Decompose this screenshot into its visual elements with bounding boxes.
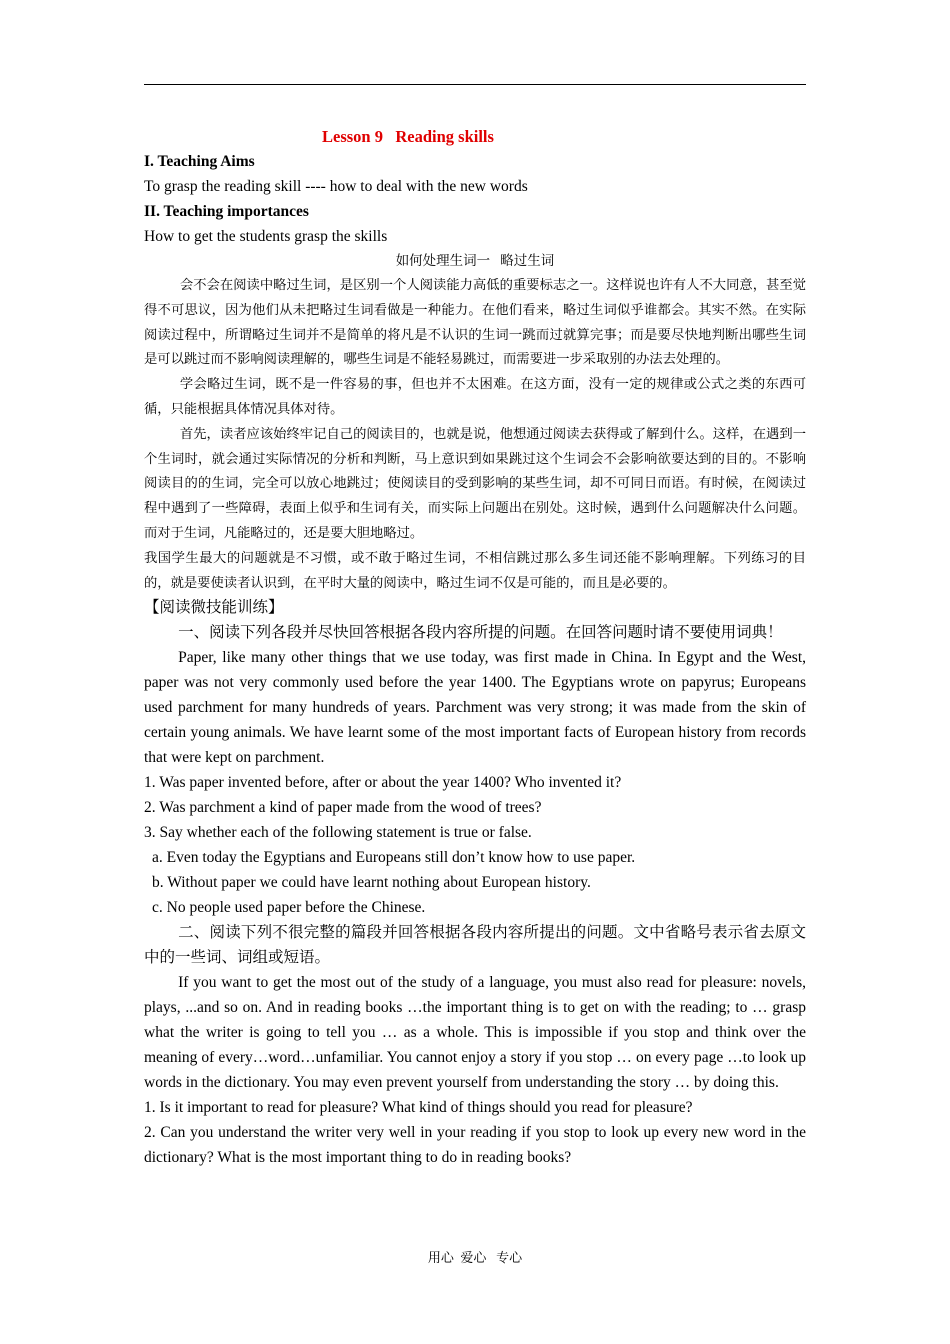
part2-passage: If you want to get the most out of the study of a language, you must also read for pleasure: novels, plays, ...and so on. And in reading books …the important thing is to get on with the reading; to … grasp what the writer is going to tell you … as a whole. This is impossible if you stop and think over the meaning of every…word…unfamiliar. You cannot enjoy a story if you stop … on every page …to look up words in the dictionary. You may even prevent yourself from understanding the story … by doing this. [144, 974, 806, 1092]
cn-paragraph-2: 学会略过生词，既不是一件容易的事，但也并不太困难。在这方面，没有一定的规律或公式之类的东西可循，只能根据具体情况具体对待。 [144, 376, 806, 416]
part2-question-1: 1. Is it important to read for pleasure? What kind of things should you read for pleasure? [144, 1099, 693, 1117]
aims-heading: I. Teaching Aims [144, 153, 255, 170]
cn-paragraph-1: 会不会在阅读中略过生词，是区别一个人阅读能力高低的重要标志之一。这样说也许有人不大同意，甚至觉得不可思议，因为他们从未把略过生词看做是一种能力。在他们看来，略过生词似乎谁都会。其实不然。在实际阅读过程中，所谓略过生词并不是简单的将凡是不认识的生词一跳而过就算完事；而是要尽快地判断出哪些生词是可以跳过而不影响阅读理解的，哪些生词是不能轻易跳过，而需要进一步采取别的办法去处理的。 [144, 277, 806, 367]
header-rule [144, 84, 806, 85]
importances-heading: II. Teaching importances [144, 203, 309, 220]
aims-text: To grasp the reading skill ---- how to deal with the new words [144, 178, 528, 195]
part1-question-3: 3. Say whether each of the following statement is true or false. [144, 824, 532, 842]
part1-passage: Paper, like many other things that we use today, was first made in China. In Egypt and the West, paper was not very commonly used before the year 1400. The Egyptians wrote on papyrus; Europeans used parchment for many hundreds of years. Parchment was very strong; it was made from the skin of certain young animals. We have learnt some of the most important facts of European history from records that were kept on parchment. [144, 649, 806, 767]
part1-statement-a: a. Even today the Egyptians and Europeans still don’t know how to use paper. [152, 849, 636, 867]
page-footer: 用心 爱心 专心 [427, 1250, 523, 1265]
importances-text: How to get the students grasp the skills [144, 228, 388, 245]
part1-question-1: 1. Was paper invented before, after or about the year 1400? Who invented it? [144, 774, 622, 792]
part1-statement-b: b. Without paper we could have learnt nothing about European history. [152, 874, 591, 892]
part1-instruction: 一、阅读下列各段并尽快回答根据各段内容所提的问题。在回答问题时请不要使用词典！ [178, 624, 783, 642]
cn-paragraph-3: 首先，读者应该始终牢记自己的阅读目的，也就是说，他想通过阅读去获得或了解到什么。这样，在遇到一个生词时，就会通过实际情况的分析和判断，马上意识到如果跳过这个生词会不会影响欲要达到的目的。不影响阅读目的的生词，完全可以放心地跳过；使阅读目的受到影响的某些生词，却不可同日而语。有时候，在阅读过程中遇到了一些障碍，表面上似乎和生词有关，而实际上问题出在别处。这时候，遇到什么问题解决什么问题。而对于生词，凡能略过的，还是要大胆地略过。 [144, 425, 806, 540]
part2-instruction: 二、阅读下列不很完整的篇段并回答根据各段内容所提出的问题。文中省略号表示省去原文中的一些词、词组或短语。 [144, 924, 806, 967]
cn-paragraph-4: 我国学生最大的问题就是不习惯，或不敢于略过生词，不相信跳过那么多生词还能不影响理解。下列练习的目的，就是要使读者认识到，在平时大量的阅读中，略过生词不仅是可能的，而且是必要的。 [144, 549, 806, 590]
part1-question-2: 2. Was parchment a kind of paper made from the wood of trees? [144, 799, 542, 817]
part2-question-2: 2. Can you understand the writer very well in your reading if you stop to look up every new word in the dictionary? What is the most important thing to do in reading books? [144, 1124, 806, 1167]
document-body [144, 124, 806, 1170]
training-heading: 【阅读微技能训练】 [144, 599, 284, 617]
part1-statement-c: c. No people used paper before the Chinese. [152, 899, 426, 917]
lesson-title: Lesson 9 Reading skills [322, 127, 494, 146]
section-subtitle: 如何处理生词一 略过生词 [395, 253, 555, 268]
